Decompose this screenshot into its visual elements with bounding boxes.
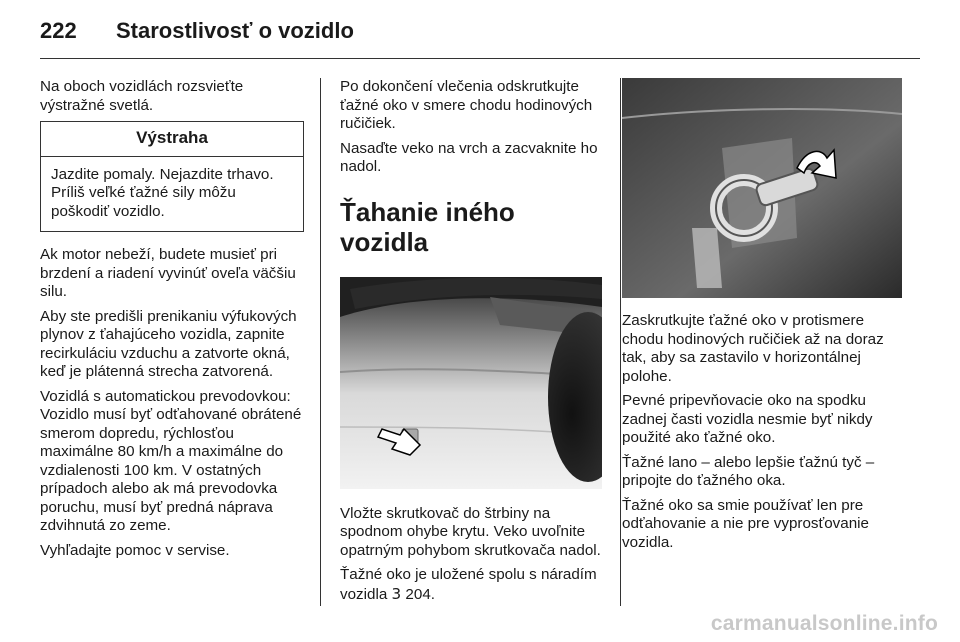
page-number: 222 xyxy=(40,18,77,43)
column-2 xyxy=(340,78,604,610)
paragraph: Ťažné oko sa smie používať len pre odťahovanie a nie pre vyprosťovanie vozidla. xyxy=(622,496,869,551)
paragraph: Po dokončení vlečenia odskrutkujte ťažné oko v smere chodu hodinových ručičiek. xyxy=(340,78,593,132)
paragraph: Vložte skrutkovač do štrbiny na spodnom ohybe krytu. Veko uvoľnite opatrným pohybom skrutkovača nadol. xyxy=(340,504,601,559)
car-rear-illustration xyxy=(340,277,602,489)
page-reference-icon: 3 xyxy=(391,584,402,603)
paragraph: Aby ste predišli prenikaniu výfukových plynov z ťahajúceho vozidla, zapnite recirkuláciu vzduchu a zatvorte okná, keď je plátenná strecha zatvorená. xyxy=(40,307,297,380)
warning-box xyxy=(40,121,304,232)
paragraph: Nasaďte veko na vrch a zacvaknite ho nadol. xyxy=(340,139,598,175)
warning-body: Jazdite pomaly. Nejazdite trhavo. Príliš veľké ťažné sily môžu poškodiť vozidlo. xyxy=(51,165,274,220)
column-3 xyxy=(622,78,902,558)
column-1 xyxy=(40,78,304,566)
page-reference-number: 204. xyxy=(405,585,435,603)
paragraph: Vyhľadajte pomoc v servise. xyxy=(40,541,230,559)
warning-title: Výstraha xyxy=(41,122,303,157)
column-divider-2 xyxy=(620,78,621,606)
header-rule xyxy=(40,58,920,59)
tow-eye-figure xyxy=(622,78,902,298)
paragraph: Ak motor nebeží, budete musieť pri brzdení a riadení vyvinúť oveľa väčšiu silu. xyxy=(40,246,296,300)
reference-paragraph xyxy=(340,566,604,604)
reference-text: Ťažné oko je uložené spolu s náradím vozidla xyxy=(340,566,597,603)
page-header xyxy=(40,18,354,48)
section-title: Ťahanie iného vozidla xyxy=(340,196,515,257)
rear-bumper-cover-figure xyxy=(340,277,602,489)
watermark: carmanualsonline.info xyxy=(710,612,938,635)
paragraph: Pevné pripevňovacie oko na spodku zadnej časti vozidla nesmie byť nikdy použité ako ťažné oko. xyxy=(622,392,873,446)
column-divider-1 xyxy=(320,78,321,606)
intro-paragraph: Na oboch vozidlách rozsvieťte výstražné svetlá. xyxy=(40,78,244,114)
paragraph: Vozidlá s automatickou prevodovkou: Vozidlo musí byť odťahované obrátené smerom dopredu, rýchlosťou maximálne 80 km/h a maximálne do vzdialenosti 100 km. V ostatných prípadoch alebo ak má prevodovka poruchu, musí byť predná náprava zdvihnutá zo zeme. xyxy=(40,387,302,534)
tow-eye-illustration xyxy=(622,78,902,298)
paragraph: Ťažné lano – alebo lepšie ťažnú tyč – pripojte do ťažného oka. xyxy=(622,453,875,489)
chapter-title: Starostlivosť o vozidlo xyxy=(116,18,354,43)
paragraph: Zaskrutkujte ťažné oko v protismere chodu hodinových ručičiek až na doraz tak, aby sa zastavilo v horizontálnej polohe. xyxy=(622,312,884,385)
